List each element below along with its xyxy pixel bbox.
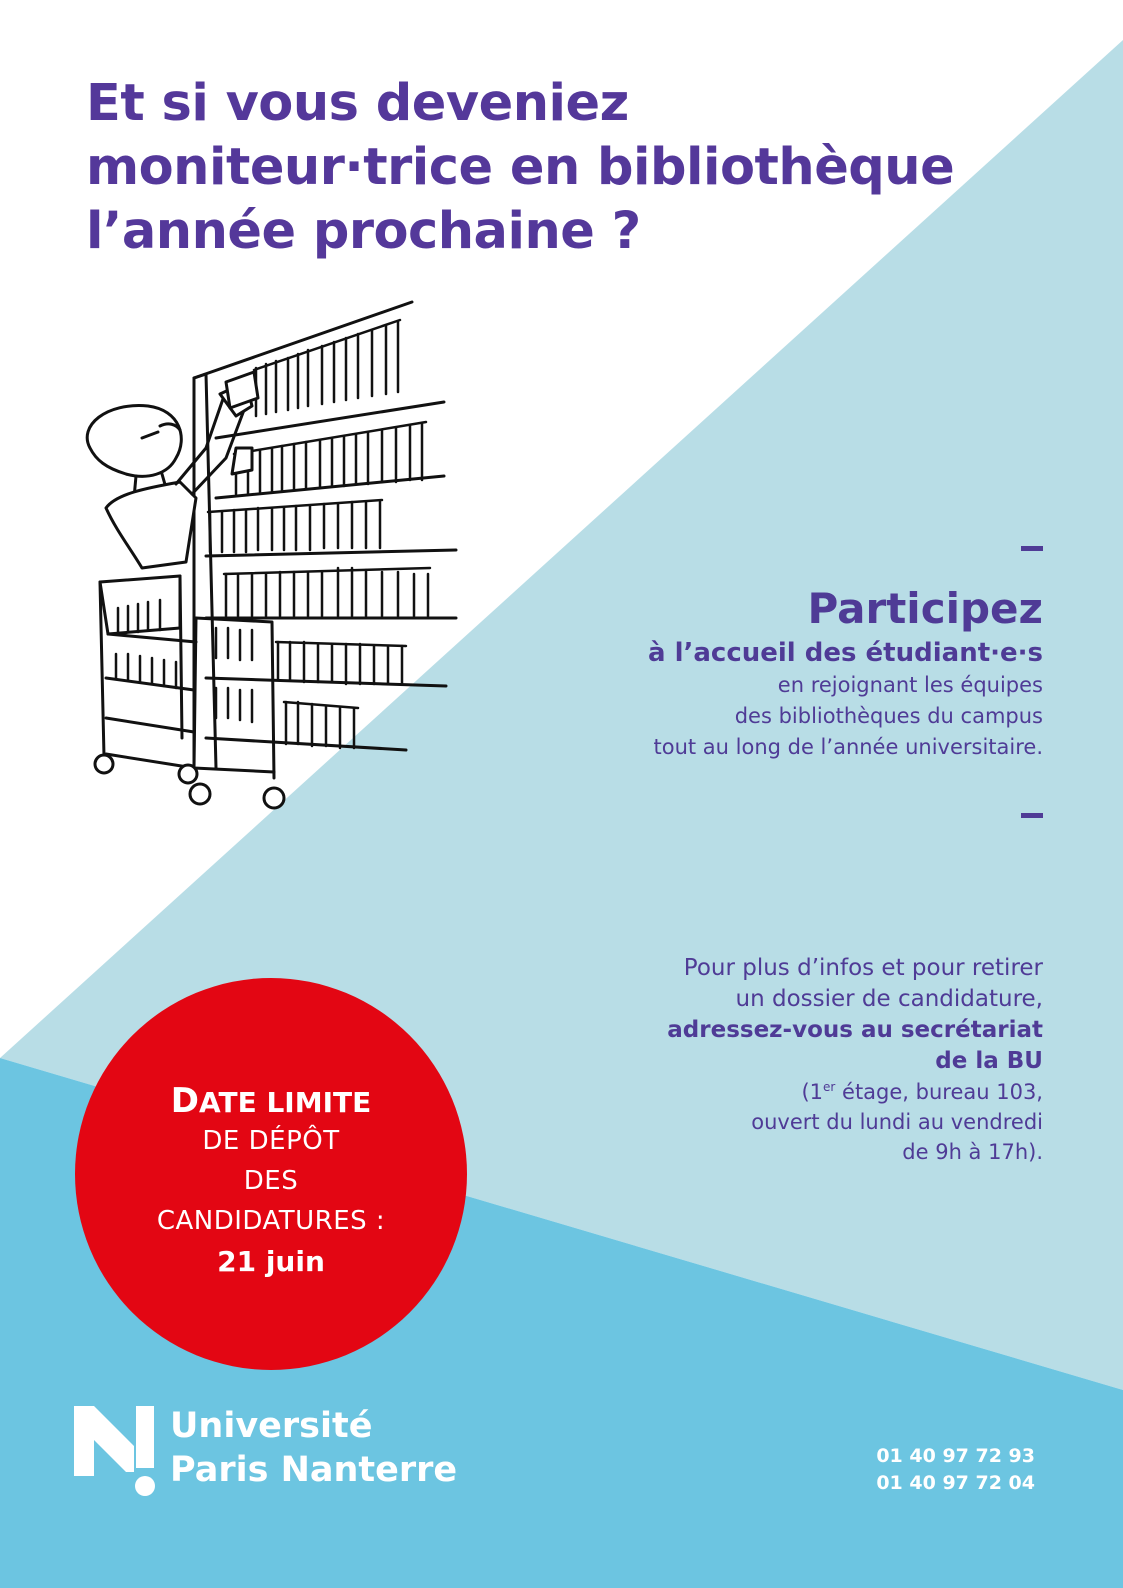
participate-line-1: en rejoignant les équipes [777,673,1043,697]
person-shelving-books-icon [76,298,468,818]
info-hours-1: ouvert du lundi au vendredi [751,1110,1043,1134]
info-floor-prefix: (1 [801,1080,824,1104]
headline-line-2: moniteur·trice en bibliothèque [86,138,955,197]
participate-line-3: tout au long de l’année universitaire. [653,735,1043,759]
info-line-1: Pour plus d’infos et pour retirer [683,955,1043,981]
participate-line-2: des bibliothèques du campus [734,704,1043,728]
divider-dash-bottom [1021,813,1043,818]
info-line-2: un dossier de candidature, [735,986,1043,1012]
deadline-line-4: CANDIDATURES : [156,1206,386,1236]
deadline-date: 21 juin [217,1245,325,1278]
deadline-line-3: DES [243,1166,299,1196]
deadline-line-2: DE DÉPÔT [202,1126,340,1156]
info-line-4: de la BU [935,1048,1043,1074]
phone-numbers [876,1443,1035,1497]
university-logo [74,1404,494,1504]
info-floor [483,1077,1043,1107]
participate-title: Participez [807,584,1043,633]
university-name-line-2: Paris Nanterre [170,1450,458,1490]
info-line-3: adressez-vous au secrétariat [667,1017,1043,1043]
phone-number-1[interactable]: 01 40 97 72 93 [876,1445,1035,1467]
deadline-badge [75,978,467,1370]
divider-dash-top [1021,546,1043,551]
info-floor-rest: étage, bureau 103, [835,1080,1043,1104]
info-floor-sup: er [823,1080,836,1094]
nanterre-n-logo-icon [74,1406,158,1498]
info-block [483,953,1043,1167]
headline-line-3: l’année prochaine ? [86,202,641,261]
participate-subtitle: à l’accueil des étudiant·e·s [648,638,1043,668]
phone-number-2[interactable]: 01 40 97 72 04 [876,1472,1035,1494]
deadline-title-rest: ATE LIMITE [198,1086,372,1119]
deadline-title [75,1083,467,1121]
info-hours-2: de 9h à 17h). [902,1140,1043,1164]
headline [86,72,1046,264]
university-name [170,1404,457,1492]
headline-line-1: Et si vous deveniez [86,74,629,133]
university-name-line-1: Université [170,1406,373,1446]
deadline-title-cap: D [170,1081,199,1121]
participate-block [483,582,1043,763]
